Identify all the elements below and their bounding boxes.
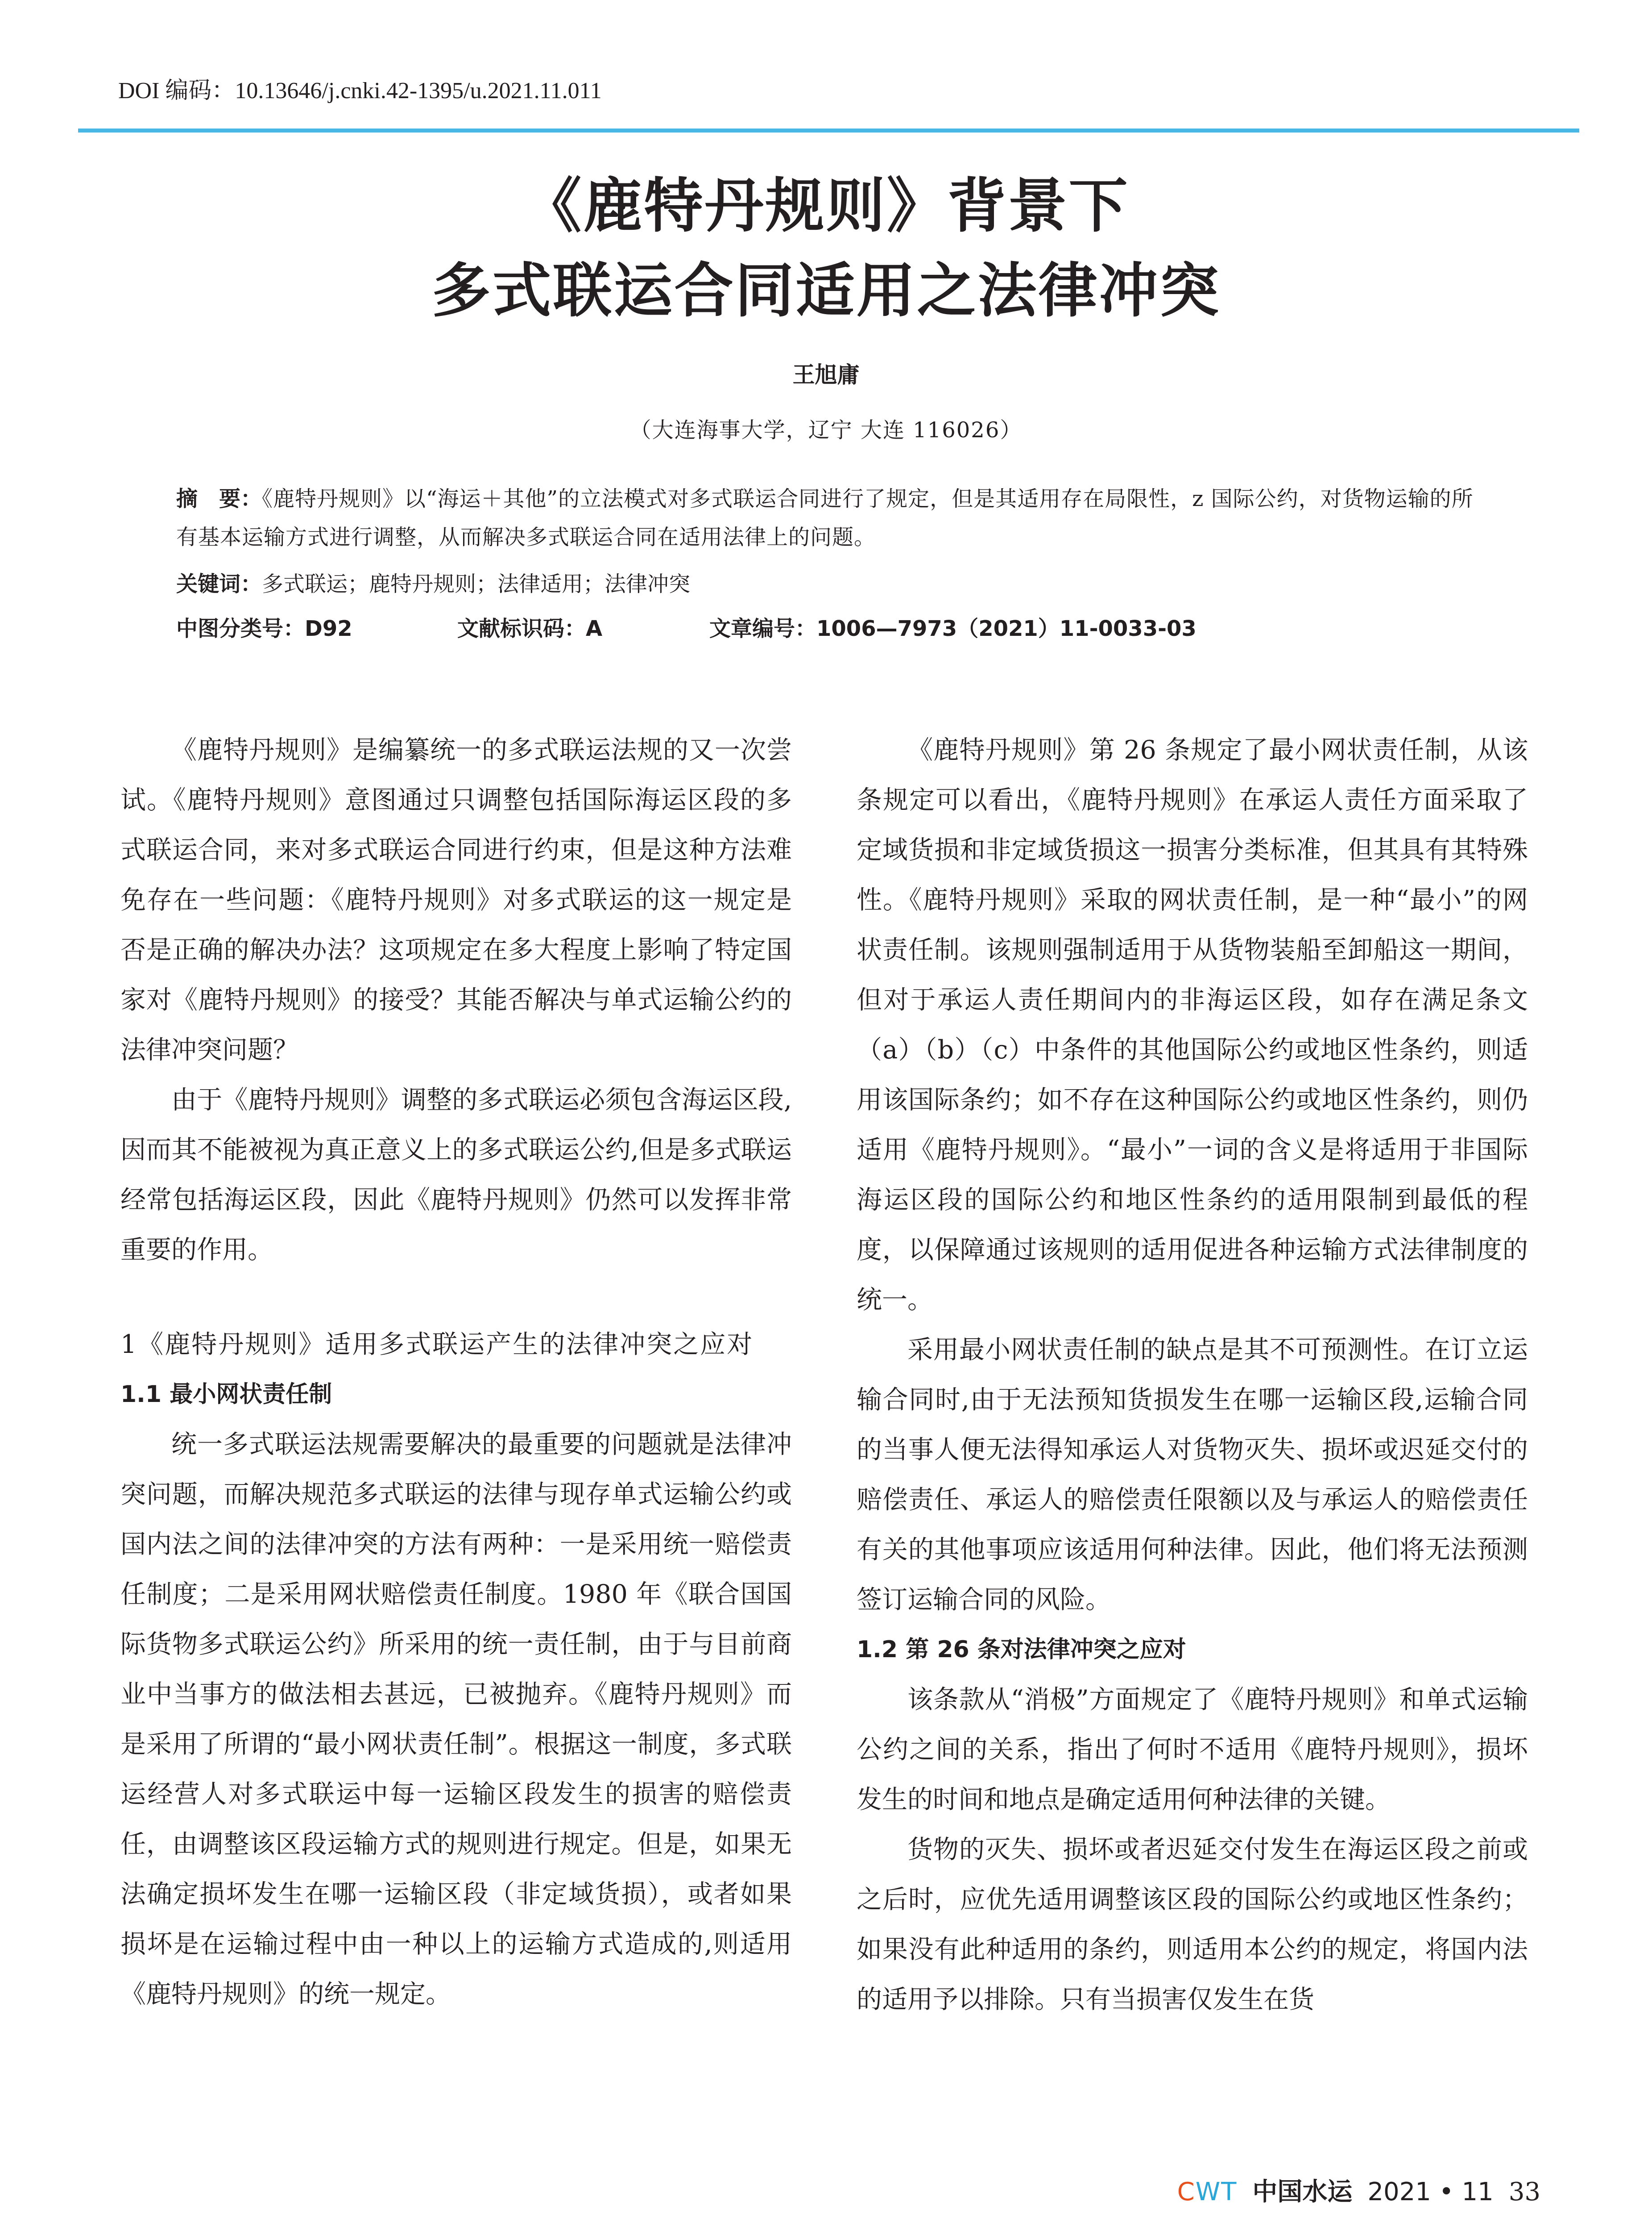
paragraph: 该条款从“消极”方面规定了《鹿特丹规则》和单式运输公约之间的关系，指出了何时不适用《鹿特丹规则》，损坏发生的时间和地点是确定适用何种法律的关键。 [857,1685,1528,1814]
journal-logo: CWT [1177,2177,1238,2206]
page-footer [1177,2172,1540,2208]
keywords [176,567,690,597]
article-number: 文章编号：1006—7973（2021）11-0033-03 [709,616,1197,641]
paragraph: 采用最小网状责任制的缺点是其不可预测性。在订立运输合同时,由于无法预知货损发生在哪一运输区段,运输合同的当事人便无法得知承运人对货物灭失、损坏或迟延交付的赔偿责任、承运人的赔偿责任限额以及与承运人的赔偿责任有关的其他事项应该适用何种法律。因此，他们将无法预测签订运输合同的风险。 [857,1335,1528,1614]
paragraph: 《鹿特丹规则》是编纂统一的多式联运法规的又一次尝试。《鹿特丹规则》意图通过只调整包括国际海运区段的多式联运合同，来对多式联运合同进行约束，但是这种方法难免存在一些问题：《鹿特丹规则》对多式联运的这一规定是否是正确的解决办法？这项规定在多大程度上影响了特定国家对《鹿特丹规则》的接受？其能否解决与单式运输公约的法律冲突问题？ [120,735,792,1065]
doi-line: DOI 编码：10.13646/j.cnki.42-1395/u.2021.11.011 [118,78,602,104]
author: 王旭庸 [792,362,860,388]
section-heading: 1《鹿特丹规则》适用多式联运产生的法律冲突之应对 [120,1330,754,1359]
affiliation: （大连海事大学，辽宁 大连 116026） [629,418,1023,443]
abstract-text: 《鹿特丹规则》以“海运＋其他”的立法模式对多式联运合同进行了规定，但是其适用存在局限性，z 国际公约，对货物运输的所有基本运输方式进行调整，从而解决多式联运合同在适用法律上的问题。 [176,486,1474,550]
page-number: 33 [1508,2177,1540,2206]
right-column [857,725,1528,2024]
paragraph: 统一多式联运法规需要解决的最重要的问题就是法律冲突问题，而解决规范多式联运的法律与现存单式运输公约或国内法之间的法律冲突的方法有两种：一是采用统一赔偿责任制度；二是采用网状赔偿责任制度。1980 年《联合国国际货物多式联运公约》所采用的统一责任制，由于与目前商业中当事方的做法相去甚远，已被抛弃。《鹿特丹规则》而是采用了所谓的“最小网状责任制”。根据这一制度，多式联运经营人对多式联运中每一运输区段发生的损害的赔偿责任，由调整该区段运输方式的规则进行规定。但是，如果无法确定损坏发生在哪一运输区段（非定域货损），或者如果损坏是在运输过程中由一种以上的运输方式造成的,则适用《鹿特丹规则》的统一规定。 [120,1430,792,2009]
abstract-label: 摘 要： [176,486,262,511]
subsection-heading: 1.2 第 26 条对法律冲突之应对 [857,1636,1186,1663]
title-line-1: 《鹿特丹规则》背景下 [522,171,1130,241]
keywords-text: 多式联运；鹿特丹规则；法律适用；法律冲突 [262,572,691,597]
issue-date: 2021 • 11 [1367,2177,1494,2206]
clc-number: 中图分类号：D92 [176,616,352,641]
paragraph: 货物的灭失、损坏或者迟延交付发生在海运区段之前或之后时，应优先适用调整该区段的国际公约或地区性条约；如果没有此种适用的条约，则适用本公约的规定，将国内法的适用予以排除。只有当损害仅发生在货 [857,1835,1528,2014]
left-column [120,725,792,2019]
paragraph: 《鹿特丹规则》第 26 条规定了最小网状责任制，从该条规定可以看出，《鹿特丹规则》在承运人责任方面采取了定域货损和非定域货损这一损害分类标准，但其具有其特殊性。《鹿特丹规则》采取的网状责任制，是一种“最小”的网状责任制。该规则强制适用于从货物装船至卸船这一期间，但对于承运人责任期间内的非海运区段，如存在满足条文（a）（b）（c）中条件的其他国际公约或地区性条约，则适用该国际条约；如不存在这种国际公约或地区性条约，则仍适用《鹿特丹规则》。“最小”一词的含义是将适用于非国际海运区段的国际公约和地区性条约的适用限制到最低的程度，以保障通过该规则的适用促进各种运输方式法律制度的统一。 [857,735,1528,1315]
header-rule [78,129,1579,133]
paragraph: 由于《鹿特丹规则》调整的多式联运必须包含海运区段,因而其不能被视为真正意义上的多式联运公约,但是多式联运经常包括海运区段，因此《鹿特丹规则》仍然可以发挥非常重要的作用。 [120,1085,792,1265]
journal-name: 中国水运 [1252,2177,1353,2206]
title-line-2: 多式联运合同适用之法律冲突 [431,256,1221,325]
document-code: 文献标识码：A [457,616,603,641]
keywords-label: 关键词： [176,572,262,597]
abstract [176,480,1481,556]
subsection-heading: 1.1 最小网状责任制 [120,1381,332,1408]
